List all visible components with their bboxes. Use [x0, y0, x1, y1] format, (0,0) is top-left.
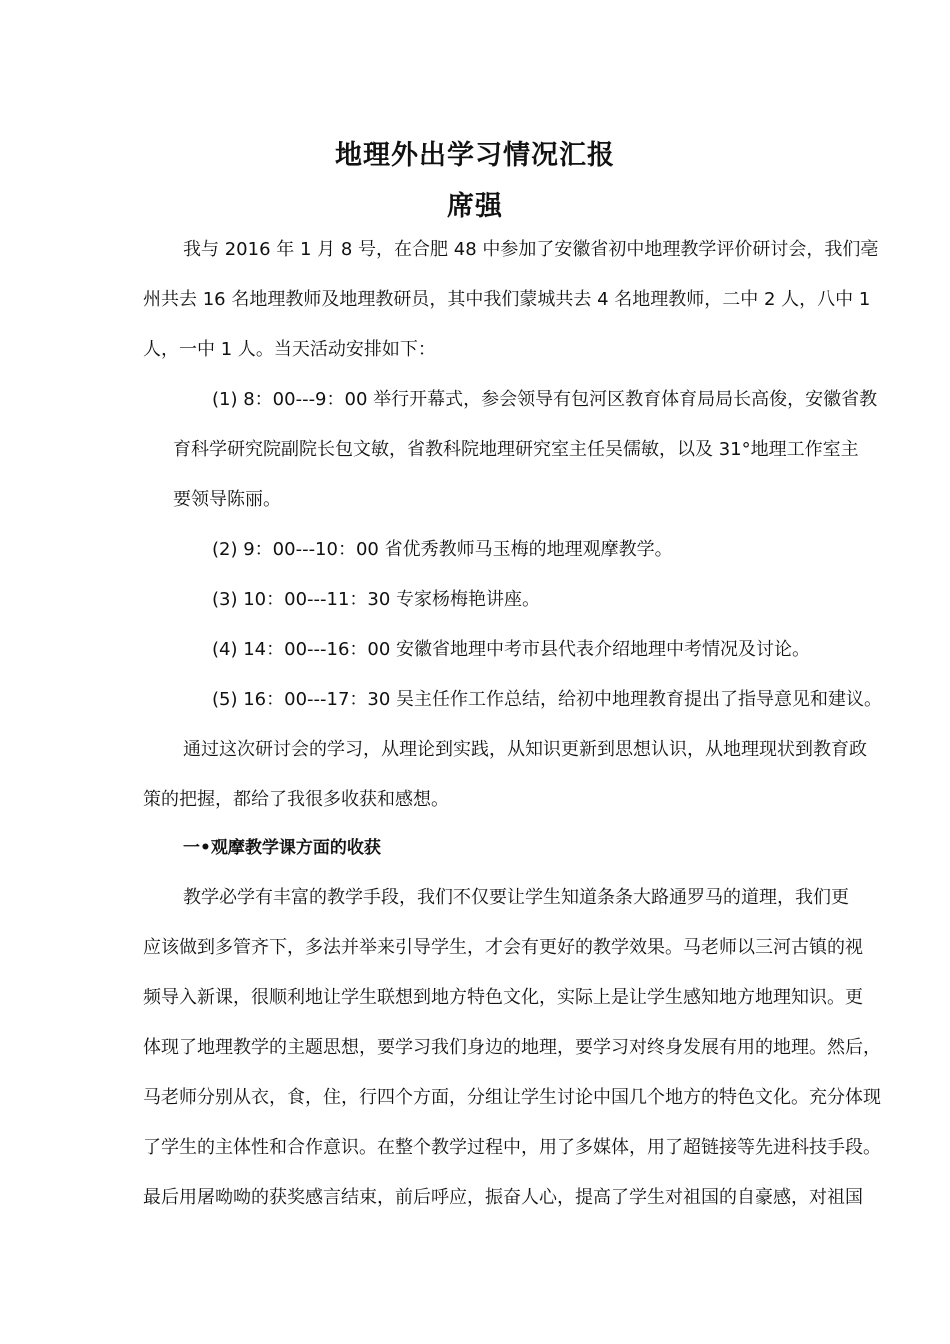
author-name: 席强 [447, 191, 503, 222]
body-line: 最后用屠呦呦的获奖感言结束，前后呼应，振奋人心，提高了学生对祖国的自豪感，对祖国 [143, 1187, 863, 1208]
schedule-item: (3) 10：00---11：30 专家杨梅艳讲座。 [212, 589, 541, 610]
schedule-item: (5) 16：00---17：30 吴主任作工作总结，给初中地理教育提出了指导意见和建议。 [212, 689, 883, 710]
intro-line: 州共去 16 名地理教师及地理教研员，其中我们蒙城共去 4 名地理教师，二中 2 人，八中 1 [143, 289, 871, 310]
intro-line: 我与 2016 年 1 月 8 号，在合肥 48 中参加了安徽省初中地理教学评价研讨会，我们亳 [183, 239, 879, 260]
schedule-item-1-line: 要领导陈丽。 [173, 489, 281, 510]
body-line: 了学生的主体性和合作意识。在整个教学过程中，用了多媒体，用了超链接等先进科技手段。 [143, 1137, 881, 1158]
intro-line: 人，一中 1 人。当天活动安排如下： [143, 339, 436, 360]
schedule-item: (4) 14：00---16：00 安徽省地理中考市县代表介绍地理中考情况及讨论。 [212, 639, 811, 660]
section-heading: 一•观摩教学课方面的收获 [183, 838, 381, 858]
schedule-item-1-line: (1) 8：00---9：00 举行开幕式，参会领导有包河区教育体育局局长高俊，安徽省教 [212, 389, 878, 410]
body-line: 体现了地理教学的主题思想，要学习我们身边的地理，要学习对终身发展有用的地理。然后， [143, 1037, 881, 1058]
body-line: 教学必学有丰富的教学手段，我们不仅要让学生知道条条大路通罗马的道理，我们更 [183, 887, 849, 908]
document-title: 地理外出学习情况汇报 [335, 140, 615, 171]
schedule-item-1-line: 育科学研究院副院长包文敏，省教科院地理研究室主任吴儒敏，以及 31°地理工作室主 [173, 439, 859, 460]
body-line: 马老师分别从衣，食，住，行四个方面，分组让学生讨论中国几个地方的特色文化。充分体现 [143, 1087, 881, 1108]
body-line: 应该做到多管齐下，多法并举来引导学生，才会有更好的教学效果。马老师以三河古镇的视 [143, 937, 863, 958]
body-line: 频导入新课，很顺利地让学生联想到地方特色文化，实际上是让学生感知地方地理知识。更 [143, 987, 863, 1008]
summary-line: 策的把握，都给了我很多收获和感想。 [143, 789, 449, 810]
schedule-item: (2) 9：00---10：00 省优秀教师马玉梅的地理观摩教学。 [212, 539, 673, 560]
summary-line: 通过这次研讨会的学习，从理论到实践，从知识更新到思想认识，从地理现状到教育政 [183, 739, 867, 760]
